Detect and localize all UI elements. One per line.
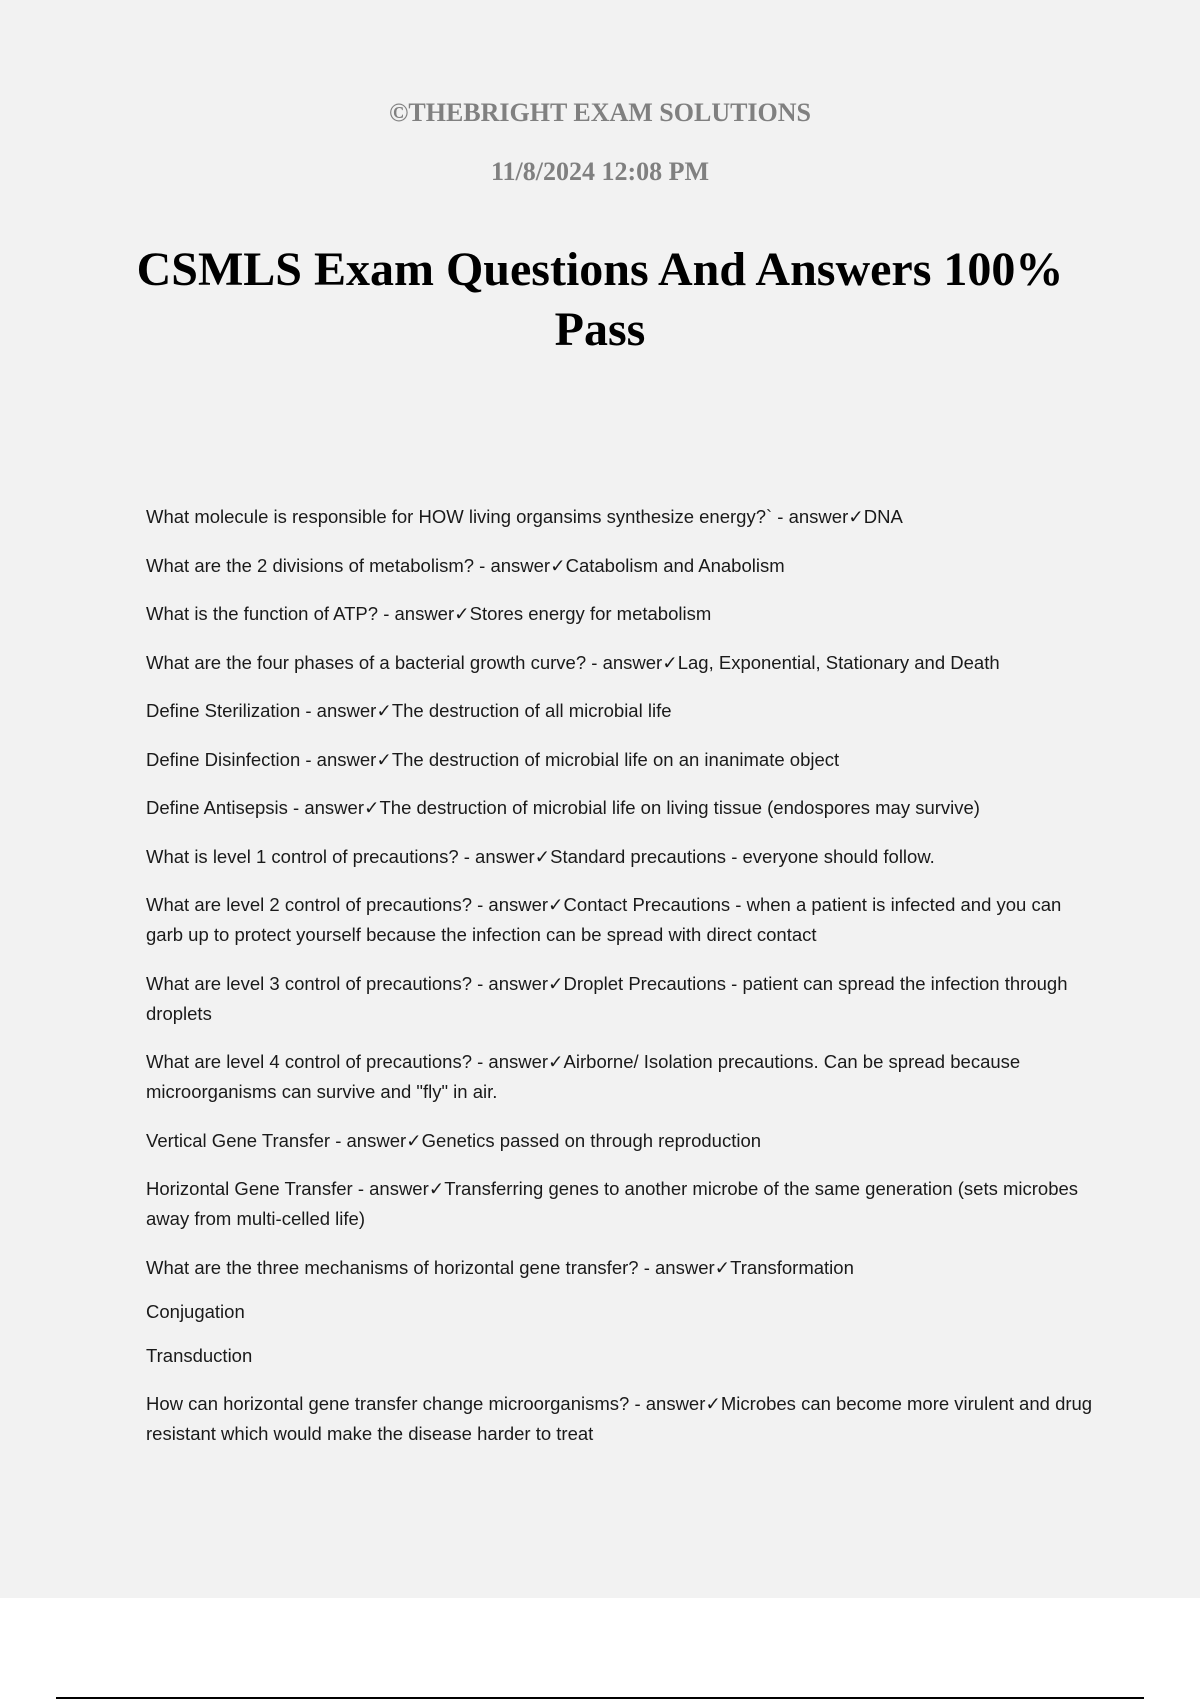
qa-item: Vertical Gene Transfer - answer✓Genetics passed on through reproduction: [146, 1129, 762, 1151]
qa-item: Define Disinfection - answer✓The destruction of microbial life on an inanimate object: [146, 748, 840, 770]
qa-item: What are level 3 control of precautions? - answer✓Droplet Precautions - patient can spread the infection through droplets: [146, 972, 1068, 1024]
watermark-datetime: 11/8/2024 12:08 PM: [490, 157, 710, 186]
qa-item: How can horizontal gene transfer change microorganisms? - answer✓Microbes can become more virulent and drug resistant which would make the disease harder to treat: [146, 1393, 1093, 1444]
qa-item: Define Sterilization - answer✓The destruction of all microbial life: [146, 700, 672, 721]
page-bottom-rule: [56, 1697, 1144, 1699]
qa-item: Define Antisepsis - answer✓The destruction of microbial life on living tissue (endospores may survive): [146, 797, 980, 818]
qa-item: What are level 4 control of precautions? - answer✓Airborne/ Isolation precautions. Can be spread because microorganisms can survive and "fly" in air.: [146, 1051, 1021, 1102]
qa-item: What are level 2 control of precautions? - answer✓Contact Precautions - when a patient is infected and you can garb up to protect yourself because the infection can be spread with direct contact: [146, 894, 1062, 945]
qa-item: What are the four phases of a bacterial growth curve? - answer✓Lag, Exponential, Stationary and Death: [146, 651, 1000, 673]
qa-item: What are the 2 divisions of metabolism? - answer✓Catabolism and Anabolism: [146, 554, 785, 576]
qa-item: Transduction: [146, 1344, 253, 1366]
document-title: CSMLS Exam Questions And Answers 100% Pass: [136, 243, 1064, 356]
qa-item: Horizontal Gene Transfer - answer✓Transferring genes to another microbe of the same generation (sets microbes away from multi-celled life): [146, 1178, 1079, 1229]
qa-list: [146, 502, 1096, 1468]
qa-item: What molecule is responsible for HOW living organsims synthesize energy?` - answer✓DNA: [146, 506, 903, 527]
qa-item: What are the three mechanisms of horizontal gene transfer? - answer✓Transformation: [146, 1256, 854, 1278]
watermark-brand: ©THEBRIGHT EXAM SOLUTIONS: [388, 98, 812, 127]
qa-item: What is level 1 control of precautions? - answer✓Standard precautions - everyone should follow.: [146, 845, 935, 867]
qa-item: Conjugation: [146, 1300, 245, 1322]
qa-item: What is the function of ATP? - answer✓Stores energy for metabolism: [146, 603, 712, 624]
